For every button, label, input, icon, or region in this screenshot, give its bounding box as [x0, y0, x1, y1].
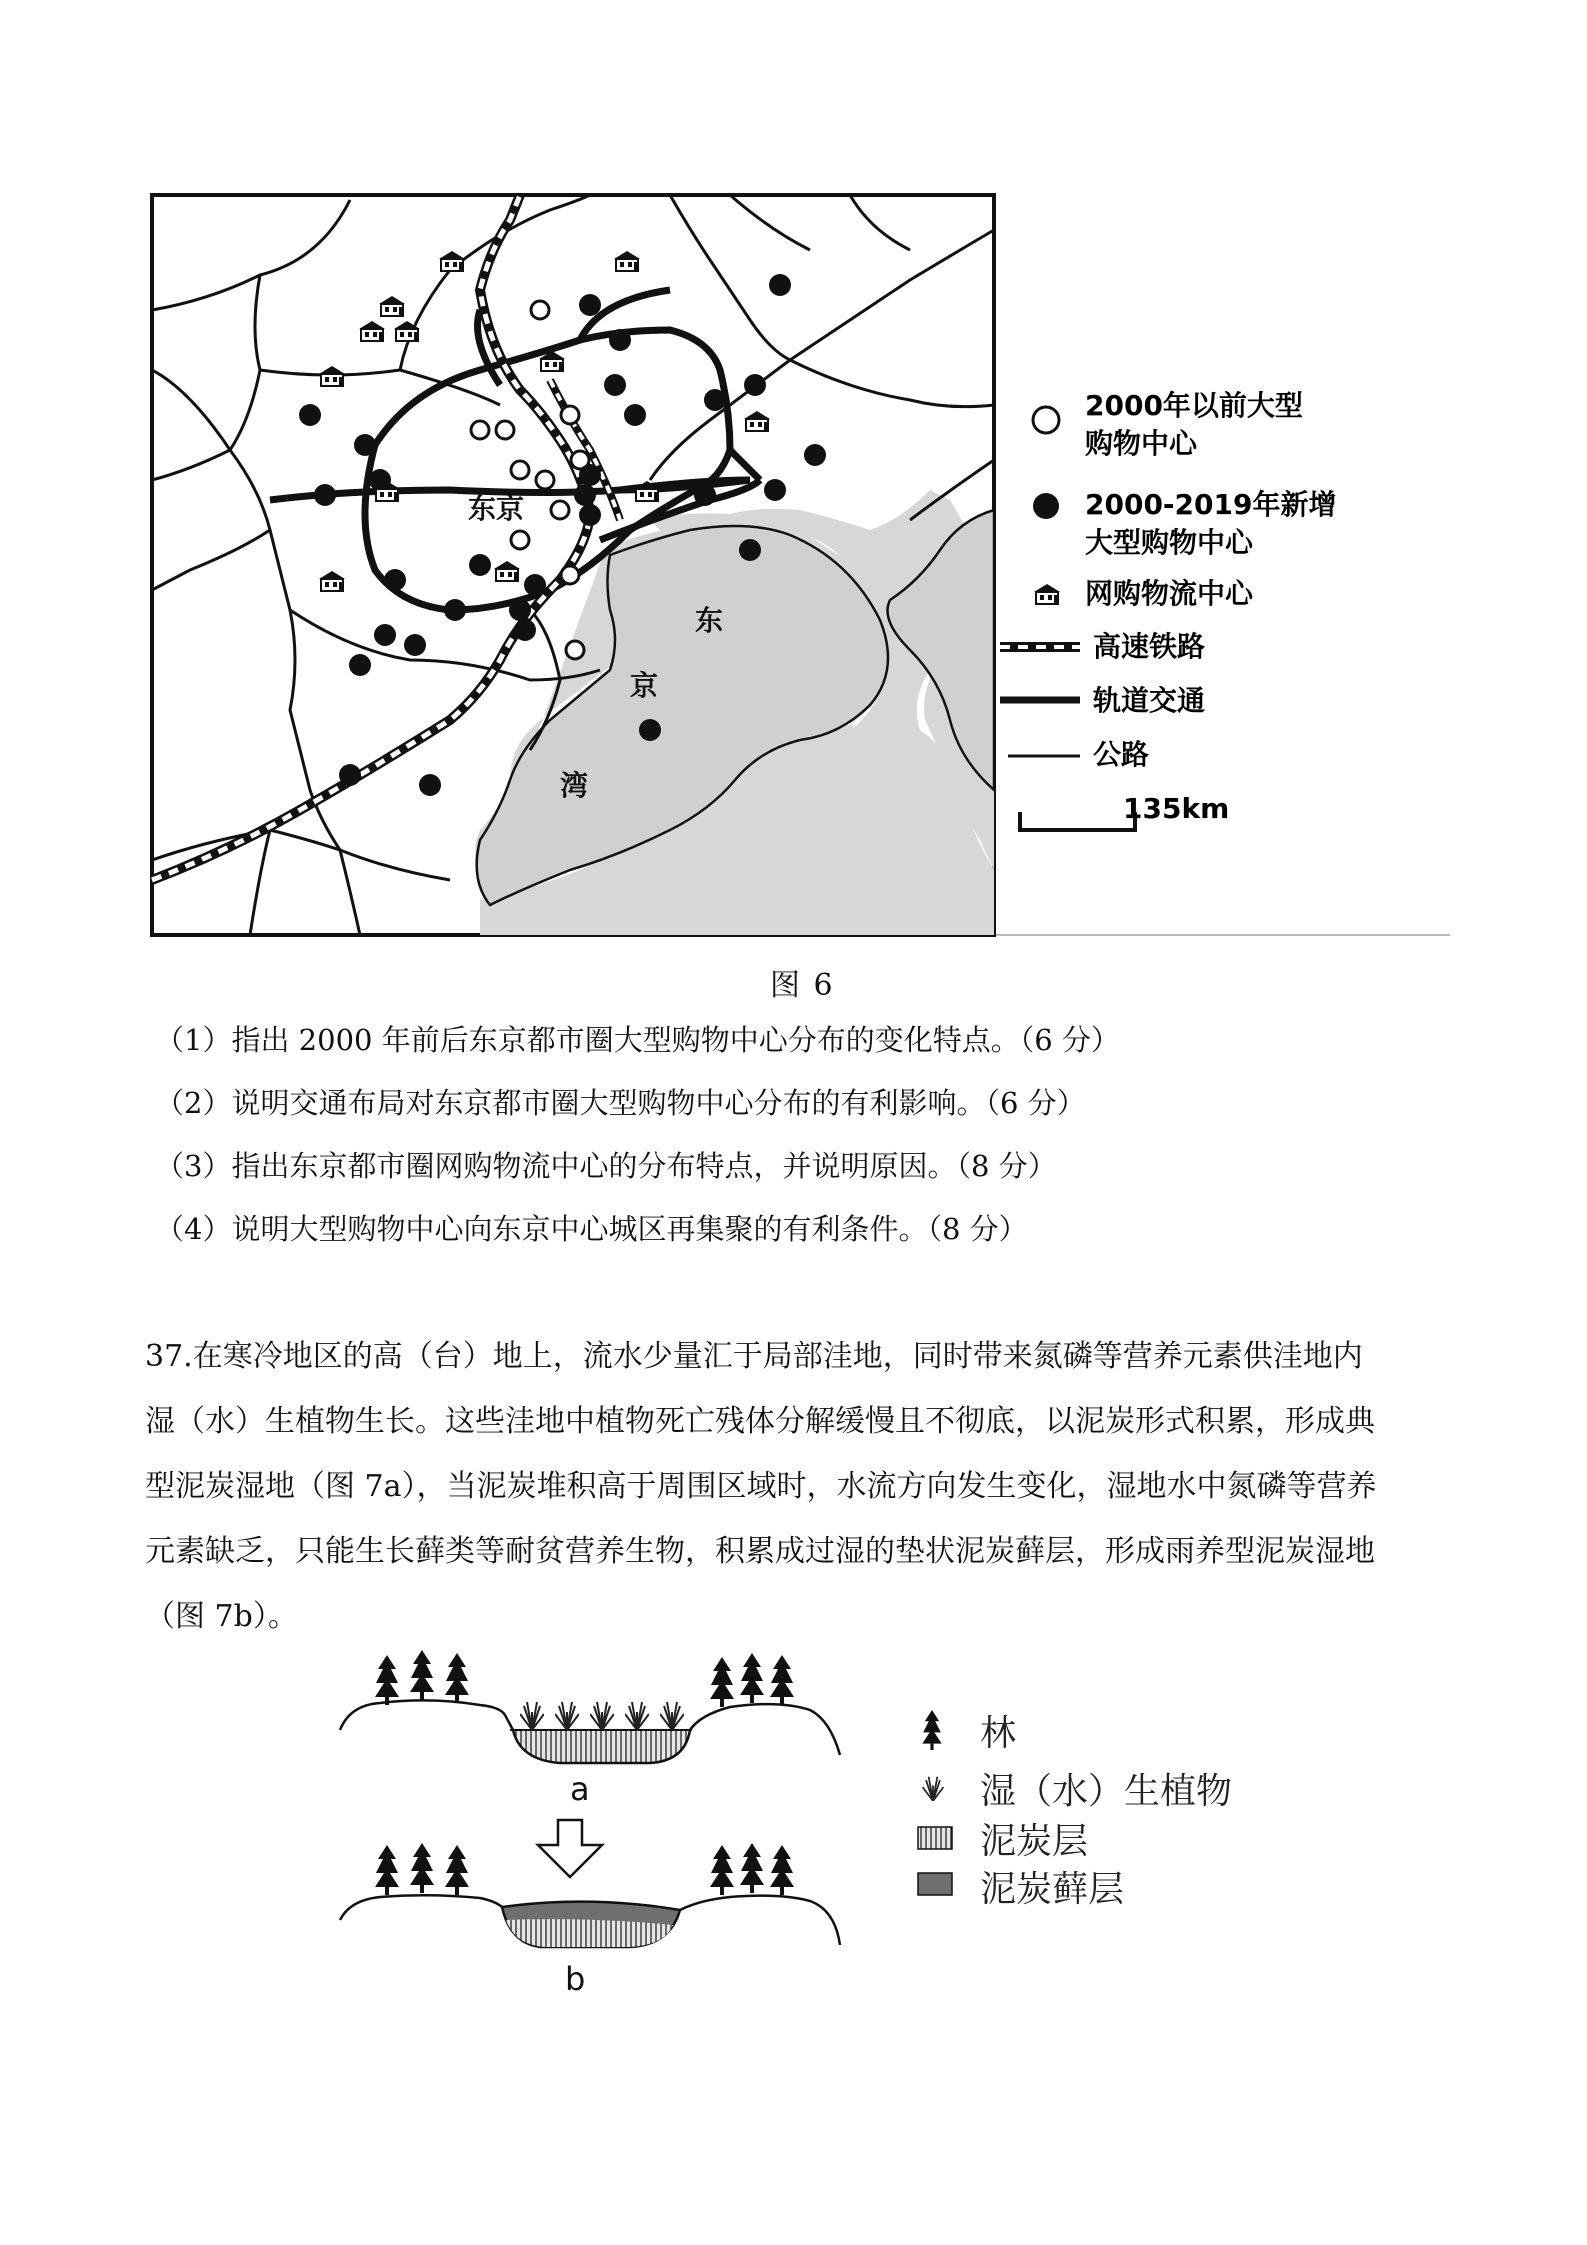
- tree-icon: [445, 1845, 469, 1895]
- legend-new-line1: 2000-2019年新增: [1085, 488, 1337, 521]
- legend-peat-moss-icon: [918, 1873, 952, 1895]
- q37-line-5: （图 7b）。: [145, 1599, 298, 1634]
- q37-line-1: 37.在寒冷地区的高（台）地上，流水少量汇于局部洼地，同时带来氮磷等营养元素供洼地内: [145, 1339, 1363, 1374]
- pre-2000-center: [531, 301, 549, 319]
- legend-tree-icon: [922, 1710, 941, 1750]
- legend-rail: 轨道交通: [1093, 684, 1206, 717]
- legend-reed-icon: [923, 1777, 944, 1801]
- new-center: [514, 619, 536, 641]
- tree-icon: [445, 1653, 469, 1703]
- question-1: （1）指出 2000 年前后东京都市圈大型购物中心分布的变化特点。（6 分）: [155, 1023, 1120, 1057]
- pre-2000-center: [566, 641, 584, 659]
- new-center: [354, 434, 376, 456]
- pre-2000-center: [561, 406, 579, 424]
- legend-logistics: 网购物流中心: [1085, 577, 1254, 610]
- new-center: [579, 294, 601, 316]
- new-center: [384, 569, 406, 591]
- new-center: [509, 599, 531, 621]
- new-center: [579, 464, 601, 486]
- q37-line-4: 元素缺乏，只能生长藓类等耐贫营养生物，积累成过湿的垫状泥炭藓层，形成雨养型泥炭湿地: [145, 1534, 1375, 1569]
- map-label-tokyo: 东京: [468, 492, 525, 525]
- pre-2000-center: [496, 421, 514, 439]
- tree-icon: [740, 1843, 764, 1893]
- pre-2000-center: [561, 566, 579, 584]
- legend-pre2000-line1: 2000年以前大型: [1085, 389, 1303, 422]
- reed-icon: [625, 1702, 649, 1730]
- tree-icon: [770, 1655, 794, 1705]
- legend-peat-moss: 泥炭藓层: [980, 1869, 1125, 1910]
- pre-2000-center: [511, 531, 529, 549]
- figure-7: [330, 1645, 1330, 2005]
- legend-hsr: 高速铁路: [1093, 630, 1206, 663]
- new-center: [804, 444, 826, 466]
- new-center: [444, 599, 466, 621]
- tree-icon: [710, 1845, 734, 1895]
- new-center: [374, 624, 396, 646]
- new-center: [739, 539, 761, 561]
- tree-icon: [410, 1650, 434, 1700]
- legend-scale: 135km: [1123, 792, 1230, 825]
- profile-b-label: b: [565, 1960, 586, 1998]
- figure-6-caption: 图 6: [770, 968, 835, 1003]
- tree-icon: [740, 1653, 764, 1703]
- figure-7-legend: [918, 1710, 1232, 1910]
- legend-peat: 泥炭层: [980, 1821, 1089, 1862]
- legend-filled-circle-icon: [1033, 493, 1059, 519]
- new-center: [524, 574, 546, 596]
- tree-icon: [770, 1845, 794, 1895]
- new-center: [469, 554, 491, 576]
- profile-a: [340, 1650, 840, 1808]
- tree-icon: [375, 1845, 399, 1895]
- map-label-bay-3: 湾: [560, 769, 589, 802]
- new-center: [744, 374, 766, 396]
- legend-pre2000-line2: 购物中心: [1085, 427, 1198, 460]
- profile-a-label: a: [570, 1770, 590, 1808]
- legend-forest: 林: [980, 1713, 1017, 1754]
- new-center: [299, 404, 321, 426]
- new-center: [349, 654, 371, 676]
- profile-b: [340, 1843, 840, 1998]
- new-center: [339, 764, 361, 786]
- reed-icon: [590, 1702, 614, 1730]
- figure-6-map: [150, 190, 1450, 940]
- reed-icon: [555, 1702, 579, 1730]
- question-2: （2）说明交通布局对东京都市圈大型购物中心分布的有利影响。（6 分）: [155, 1086, 1086, 1120]
- new-center: [764, 479, 786, 501]
- question-3: （3）指出东京都市圈网购物流中心的分布特点，并说明原因。（8 分）: [155, 1149, 1057, 1183]
- new-center: [604, 374, 626, 396]
- new-center: [404, 634, 426, 656]
- new-center: [579, 504, 601, 526]
- tree-icon: [375, 1655, 399, 1705]
- new-center: [419, 774, 441, 796]
- new-center: [704, 389, 726, 411]
- legend-road: 公路: [1093, 738, 1150, 771]
- pre-2000-center: [551, 501, 569, 519]
- legend-wet-plant: 湿（水）生植物: [980, 1771, 1233, 1812]
- pre-2000-center: [536, 471, 554, 489]
- new-center: [694, 484, 716, 506]
- new-center: [314, 484, 336, 506]
- map-label-bay-2: 京: [630, 669, 659, 702]
- new-center: [609, 329, 631, 351]
- legend-new-line2: 大型购物中心: [1085, 526, 1254, 559]
- map-label-bay-1: 东: [695, 604, 724, 637]
- down-arrow-icon: [538, 1820, 602, 1877]
- reed-icon: [660, 1702, 684, 1730]
- new-center: [624, 404, 646, 426]
- question-4: （4）说明大型购物中心向东京中心城区再集聚的有利条件。（8 分）: [155, 1212, 1028, 1246]
- legend-peat-icon: [918, 1827, 952, 1849]
- q37-line-2: 湿（水）生植物生长。这些洼地中植物死亡残体分解缓慢且不彻底，以泥炭形式积累，形成典: [145, 1404, 1375, 1439]
- new-center: [574, 484, 596, 506]
- new-center: [769, 274, 791, 296]
- pre-2000-center: [471, 421, 489, 439]
- tree-icon: [410, 1843, 434, 1893]
- pre-2000-center: [511, 461, 529, 479]
- legend-hollow-circle-icon: [1033, 407, 1059, 433]
- reed-icon: [520, 1702, 544, 1730]
- tree-icon: [710, 1657, 734, 1707]
- new-center: [639, 719, 661, 741]
- q37-line-3: 型泥炭湿地（图 7a），当泥炭堆积高于周围区域时，水流方向发生变化，湿地水中氮磷等营养: [145, 1469, 1377, 1504]
